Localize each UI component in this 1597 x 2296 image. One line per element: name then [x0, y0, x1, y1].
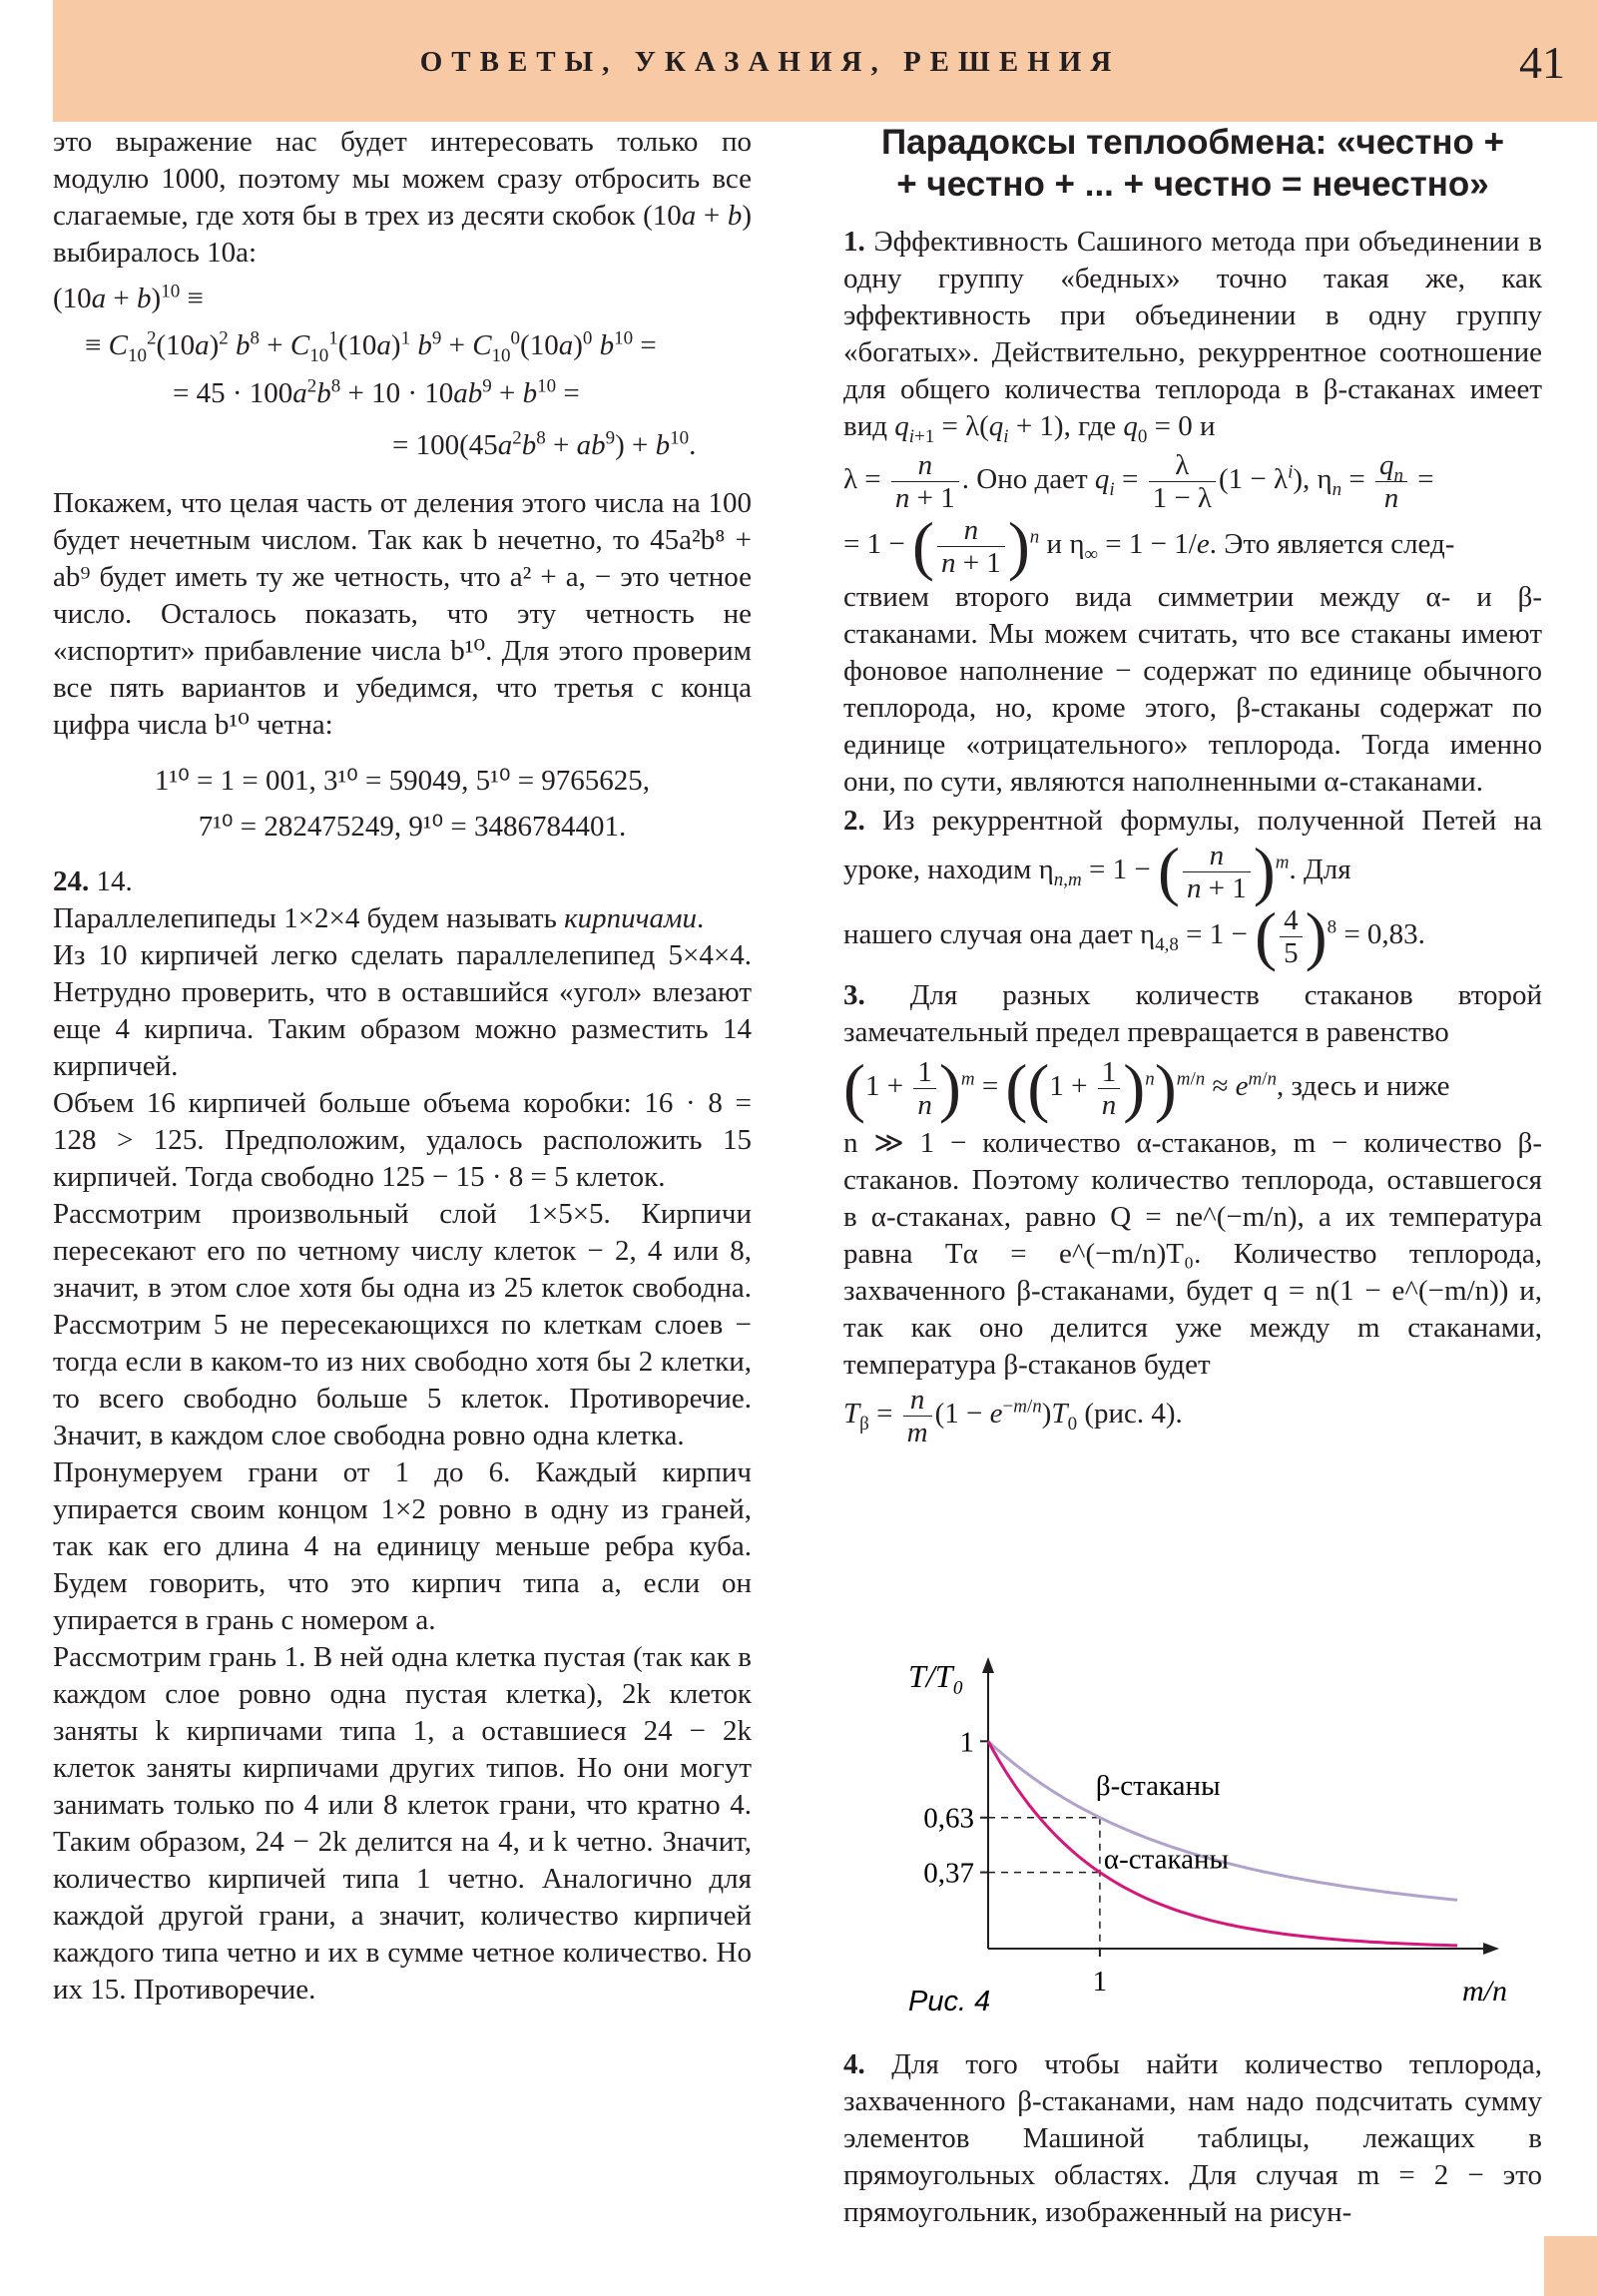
y-axis-label: T/T₀: [908, 1658, 964, 1694]
y-tick-label: 0,37: [923, 1857, 974, 1890]
paragraph-14-bricks: Из 10 кирпичей легко сделать параллелепипед 5×4×4. Нетрудно проверить, что в оставшийся «угол» влезают еще 4 кирпича. Таким образом можно разместить 14 кирпичей.: [53, 939, 752, 1082]
x-axis-label: m/n: [1462, 1975, 1507, 2008]
right-column-bottom: [843, 2046, 1542, 2231]
problem-24-answer: 24. 14.: [53, 865, 133, 897]
series-line-beta: [988, 1741, 1457, 1900]
solution-3-t-beta: $T_\beta$ = $\frac{n}{m}$ $(1 - e^{-m/n})T_0$ (рис. 4).: [843, 1384, 1183, 1448]
page-header: [53, 0, 1597, 122]
right-column: [843, 122, 1542, 1448]
left-intro: это выражение нас будет интересовать только по модулю 1000, поэтому мы можем сразу отбросить все слагаемые, где хотя бы в трех из десяти скобок (10a + b) выбиралось 10a:: [53, 126, 753, 269]
solution-2-tail: нашего случая она дает $\eta_{4,8} = 1$ − ( $\frac{4}{5}$ )$^8$ = 0,83.: [843, 899, 1425, 973]
temperature-chart: [878, 1657, 1517, 2036]
paragraph-face-one: Рассмотрим грань 1. В ней одна клетка пустая (так как в каждом слое ровно одна пустая клетка), 2k клеток заняты k кирпичами типа 1, а оставшиеся 24 − 2k клеток заняты кирпичами других типов. Но они могут занимать только по 4 или 8 клеток грани, что кратно 4. Таким образом, 24 − 2k делится на 4, и k четно. Значит, количество кирпичей типа 1 четно. Аналогично для каждой другой грани, а значит, количество кирпичей каждого типа четно и их в сумме четное количество. Но их 15. Противоречие.: [53, 1641, 752, 2006]
solution-1-tail: ствием второго вида симметрии между α- и β-стаканами. Мы можем считать, что все стаканы имеют фоновое наполнение − содержат по единице обычного теплорода, но, кроме этого, β-стаканы содержат по единице «отрицательного» теплорода. Тогда именно они, по сути, являются наполненными α-стаканами.: [843, 581, 1542, 798]
figure-4: [878, 1657, 1517, 2036]
page-edge-tab: [1544, 2236, 1597, 2296]
solution-3: 3. Для разных количеств стаканов второй замечательный предел превращается в равенство: [843, 979, 1542, 1048]
left-show-paragraph: Покажем, что целая часть от деления этого числа на 100 будет нечетным числом. Так как b нечетно, то 45a²b⁸ + ab⁹ будет иметь ту же четность, что a² + a, − это четное число. Осталось показать, что эту четность не «испортит» прибавление числа b¹⁰. Для этого проверим все пять вариантов и убедимся, что третья с конца цифра числа b¹⁰ четна:: [53, 487, 752, 741]
beta-series-label: β-стаканы: [1095, 1769, 1221, 1802]
paragraph-bricks-definition: Параллелепипеды 1×2×4 будем называть кирпичами.: [53, 902, 705, 934]
solution-2: 2. Из рекуррентной формулы, полученной Петей на уроке, находим $\eta_{n,m} = 1$ − ( $\frac{n}{n + 1}$ )$^m$. Для: [843, 805, 1542, 908]
y-tick-label: 0,63: [923, 1802, 974, 1835]
x-tick-label: 1: [1092, 1966, 1108, 1998]
solution-1: 1. Эффективность Сашиного метода при объединении в одну группу «бедных» точно такая же, как эффективность при объединении в одну группу «богатых». Действительно, рекуррентное соотношение для общего количества теплорода в β-стаканах имеет вид $q_{i+1} = \lambda(q_i + 1)$, где $q_0 = 0$ и: [843, 226, 1542, 447]
solution-4: 4. Для того чтобы найти количество теплорода, захваченного β-стаканами, нам надо подсчитать сумму элементов Машиной таблицы, лежащих в прямоугольных областях. Для случая m = 2 − это прямоугольник, изображенный на рисун-: [843, 2048, 1543, 2228]
figure-caption: Рис. 4: [908, 1986, 991, 2017]
y-axis-arrow: [982, 1657, 994, 1673]
header-title: ОТВЕТЫ, УКАЗАНИЯ, РЕШЕНИЯ: [419, 46, 1121, 78]
solution-1-formula: λ = $\frac{n}{n + 1}$ . Оно дает $q_i$ = $\frac{\lambda}{1 - \lambda}$ $(1 - \lambda^i)$, $\eta_n$ = $\frac{q_n}{n}$ =: [843, 449, 1434, 514]
paragraph-layers: Рассмотрим произвольный слой 1×5×5. Кирпичи пересекают его по четному числу клеток − 2, 4 или 8, значит, в этом слое хотя бы одна из 25 клеток свободна. Рассмотрим 5 не пересекающихся по клеткам слоев − тогда если в каком-то из них свободно хотя бы 2 клетки, то всего свободно больше 5 клеток. Противоречие. Значит, в каждом слое свободна ровно одна клетка.: [53, 1198, 752, 1451]
paragraph-faces: Пронумеруем грани от 1 до 6. Каждый кирпич упирается своим концом 1×2 ровно в одну из граней, так как его длина 4 на единицу меньше ребра куба. Будем говорить, что это кирпич типа a, если он упирается в грань с номером a.: [53, 1456, 752, 1636]
binomial-expansion: $(10a + b)^{10}$ ≡ ≡ $C_{10}^2(10a)^2$ $b^8 + C_{10}^1(10a)^1$ $b^9 + C_{10}^0(10a)^0$ $b^{10}$ = = $45 \cdot 100a^2b^8 + 10 \cdot 10ab^9 + b^{10}$ = = $100(45a^2b^8 + ab^9) + b^{10}$.: [53, 281, 697, 461]
alpha-series-label: α-стаканы: [1103, 1843, 1230, 1876]
solution-1-formula-2: = 1 − ( $\frac{n}{n + 1}$ )$^n$ и $\eta_\infty = 1 - 1/e$. Это является след-: [843, 509, 1455, 583]
solution-3-formula: (1 + $\frac{1}{n}$ )$^m$ = ((1 + $\frac{1}{n}$ )$^n)^{m/n} \approx e^{m/n}$, здесь и ниже: [843, 1051, 1450, 1125]
powers-formula: 1¹⁰ = 1 = 001, 3¹⁰ = 59049, 5¹⁰ = 9765625, 7¹⁰ = 282475249, 9¹⁰ = 3486784401.: [154, 765, 651, 843]
x-axis-arrow: [1483, 1943, 1499, 1955]
left-column: [53, 122, 752, 2009]
page-number: 41: [1519, 37, 1565, 88]
y-tick-label: 1: [959, 1726, 974, 1759]
paragraph-volume: Объем 16 кирпичей больше объема коробки: 16 · 8 = 128 > 125. Предположим, удалось расположить 15 кирпичей. Тогда свободно 125 − 15 · 8 = 5 клеток.: [53, 1087, 752, 1193]
solution-3-tail: n ≫ 1 − количество α-стаканов, m − количество β-стаканов. Поэтому количество теплорода, оставшегося в α-стаканах, равно Q = ne^(−m/n), а их температура равна Tα = e^(−m/n)T₀. Количество теплорода, захваченного β-стаканами, будет q = n(1 − e^(−m/n)) и, так как оно делится уже между m стаканами, температура β-стаканов будет: [843, 1127, 1542, 1381]
section-heading: Парадоксы теплообмена: «честно + + честно + ... + честно = нечестно»: [880, 123, 1505, 204]
